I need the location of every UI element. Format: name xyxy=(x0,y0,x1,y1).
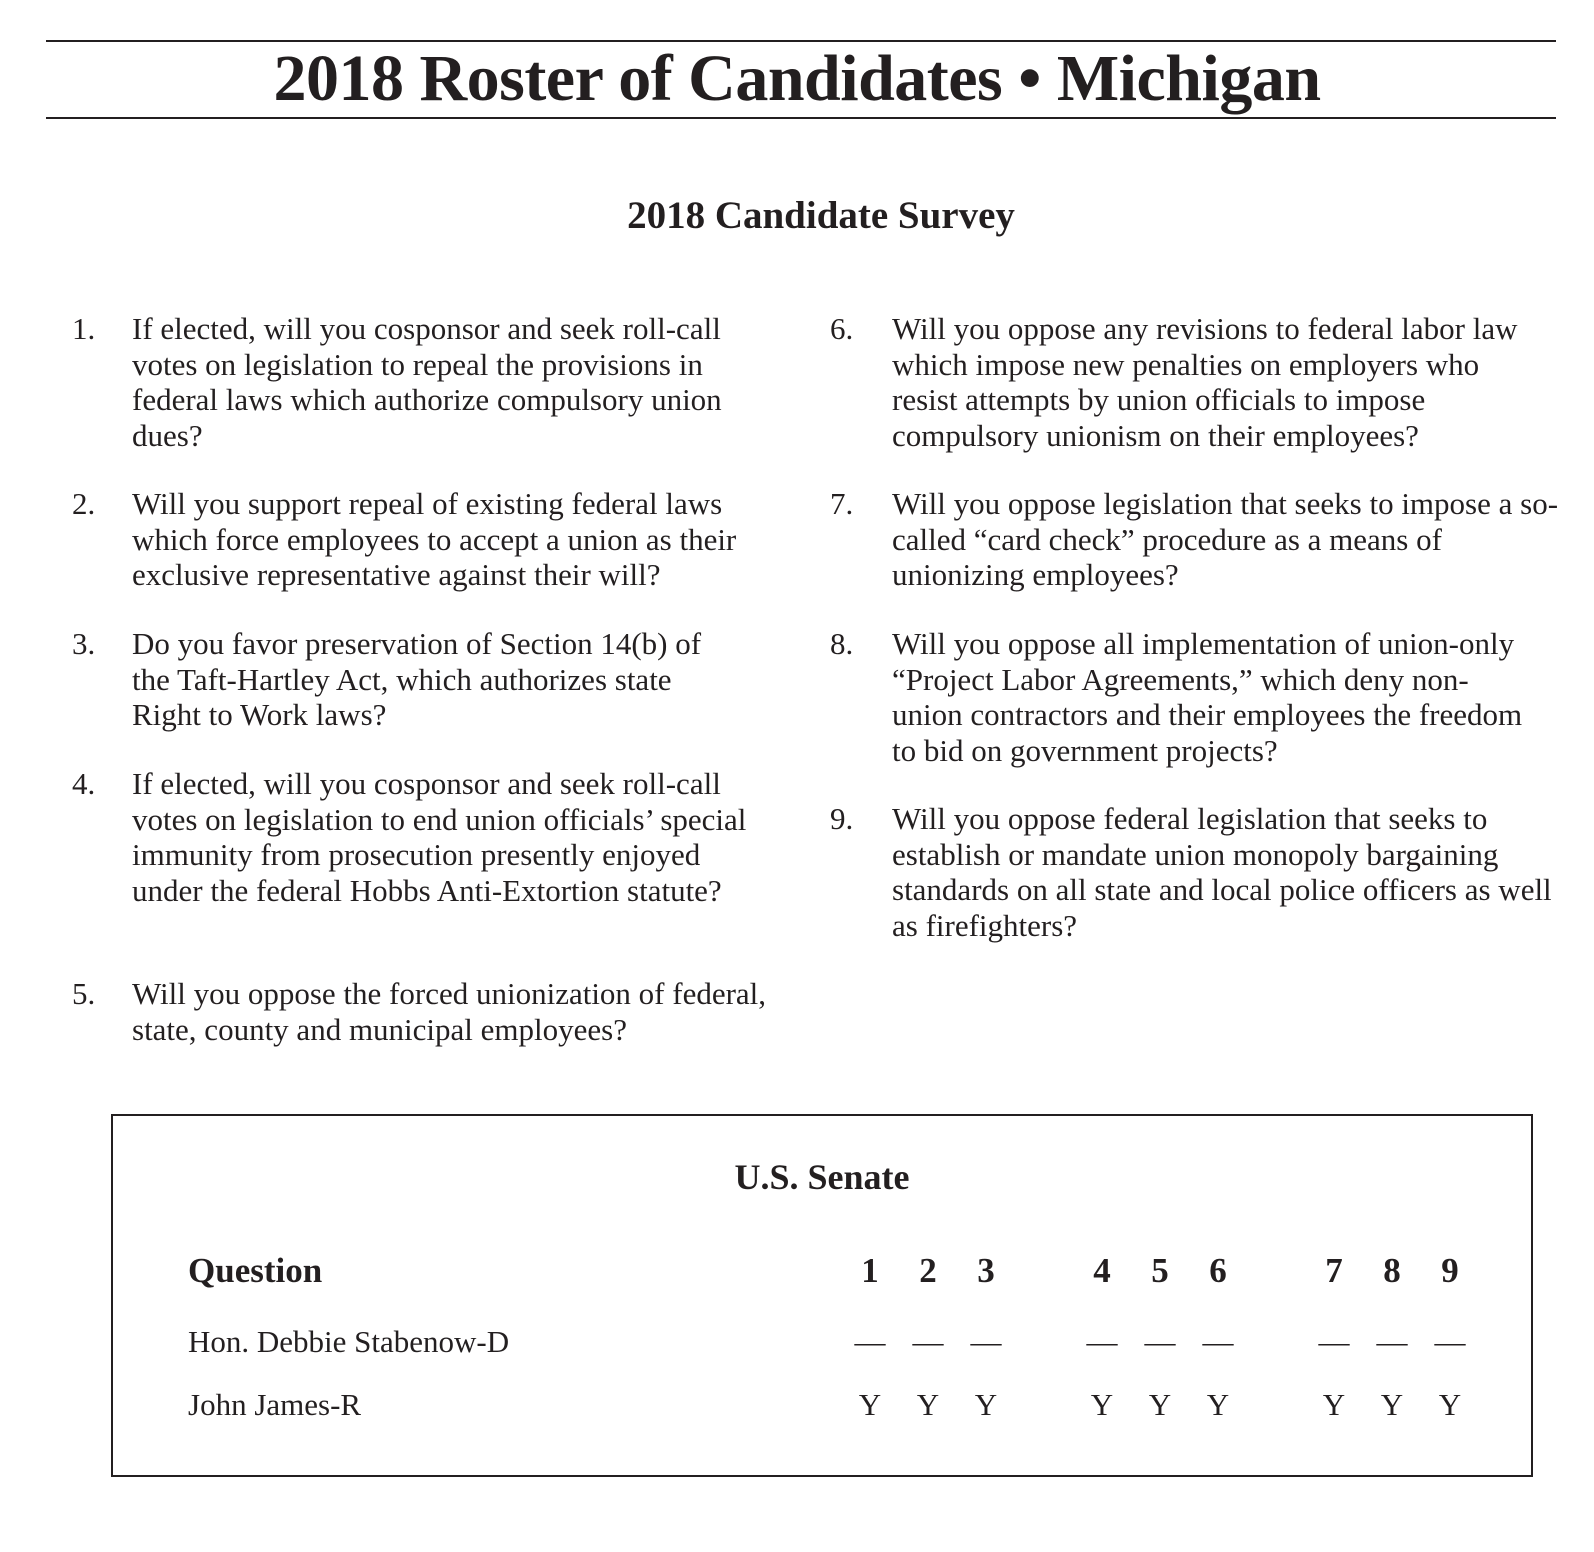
answer-cell: — xyxy=(970,1324,1002,1359)
question-number-header: 3 xyxy=(977,1251,995,1290)
title-rule-bottom xyxy=(46,117,1556,119)
answer-cell: — xyxy=(912,1324,944,1359)
question-number-header: 6 xyxy=(1209,1251,1227,1290)
question-number-header: 5 xyxy=(1151,1251,1169,1290)
answer-cell: Y xyxy=(858,1387,882,1422)
question-text: Will you oppose legislation that seeks to impose a so-called “card check” procedure as a means of unionizing employees? xyxy=(892,486,1559,592)
question-number: 7. xyxy=(830,486,854,521)
question-text: Will you oppose the forced unionization of federal, state, county and municipal employees? xyxy=(132,976,767,1047)
answer-cell: Y xyxy=(1148,1387,1172,1422)
question-number: 1. xyxy=(72,311,96,346)
senate-title: U.S. Senate xyxy=(734,1157,910,1197)
question-number-header: 9 xyxy=(1441,1251,1459,1290)
question-item xyxy=(830,486,1570,593)
candidate-name: John James-R xyxy=(188,1387,362,1422)
question-number: 8. xyxy=(830,626,854,661)
question-text: Will you support repeal of existing federal laws which force employees to accept a union as their exclusive representative against their will? xyxy=(132,486,737,592)
question-number-header: 1 xyxy=(861,1251,879,1290)
question-item xyxy=(72,626,792,733)
candidate-name: Hon. Debbie Stabenow-D xyxy=(188,1324,510,1359)
answer-cell: Y xyxy=(974,1387,998,1422)
answer-cell: Y xyxy=(1090,1387,1114,1422)
answer-cell: — xyxy=(1318,1324,1350,1359)
question-number: 6. xyxy=(830,311,854,346)
question-text: Will you oppose all implementation of union-only “Project Labor Agreements,” which deny non-union contractors and their employees the freedom to bid on government projects? xyxy=(892,626,1523,768)
question-number-header: 4 xyxy=(1093,1251,1111,1290)
question-text: Will you oppose any revisions to federal labor law which impose new penalties on employers who resist attempts by union officials to impose compulsory unionism on their employees? xyxy=(892,311,1518,453)
answer-cell: — xyxy=(854,1324,886,1359)
question-text: Will you oppose federal legislation that seeks to establish or mandate union monopoly bargaining standards on all state and local police officers as well as firefighters? xyxy=(892,801,1552,943)
question-item xyxy=(72,976,792,1047)
question-text: If elected, will you cosponsor and seek roll-call votes on legislation to end union officials’ special immunity from prosecution presently enjoyed under the federal Hobbs Anti-Extortion statute? xyxy=(132,766,747,908)
question-number-header: 7 xyxy=(1325,1251,1343,1290)
question-item xyxy=(72,311,792,453)
answer-cell: — xyxy=(1086,1324,1118,1359)
answer-cell: — xyxy=(1434,1324,1466,1359)
question-item xyxy=(72,486,792,593)
question-item xyxy=(830,311,1570,453)
question-number: 2. xyxy=(72,486,96,521)
question-number: 4. xyxy=(72,766,96,801)
page-title: 2018 Roster of Candidates • Michigan xyxy=(273,42,1321,115)
question-item xyxy=(830,801,1570,943)
answer-cell: Y xyxy=(1206,1387,1230,1422)
question-item xyxy=(830,626,1570,768)
question-number-header: 2 xyxy=(919,1251,937,1290)
answer-cell: Y xyxy=(1438,1387,1462,1422)
question-number: 9. xyxy=(830,801,854,836)
answer-cell: — xyxy=(1202,1324,1234,1359)
question-column-header: Question xyxy=(188,1251,323,1290)
question-item xyxy=(72,766,792,908)
question-text: If elected, will you cosponsor and seek roll-call votes on legislation to repeal the provisions in federal laws which authorize compulsory union dues? xyxy=(132,311,722,453)
question-text: Do you favor preservation of Section 14(b) of the Taft-Hartley Act, which authorizes state Right to Work laws? xyxy=(132,626,702,732)
survey-title: 2018 Candidate Survey xyxy=(627,194,1015,237)
answer-cell: Y xyxy=(916,1387,940,1422)
question-number: 3. xyxy=(72,626,96,661)
answer-cell: — xyxy=(1376,1324,1408,1359)
answer-cell: Y xyxy=(1380,1387,1404,1422)
answer-cell: Y xyxy=(1322,1387,1346,1422)
question-number-header: 8 xyxy=(1383,1251,1401,1290)
question-number: 5. xyxy=(72,976,96,1011)
answer-cell: — xyxy=(1144,1324,1176,1359)
